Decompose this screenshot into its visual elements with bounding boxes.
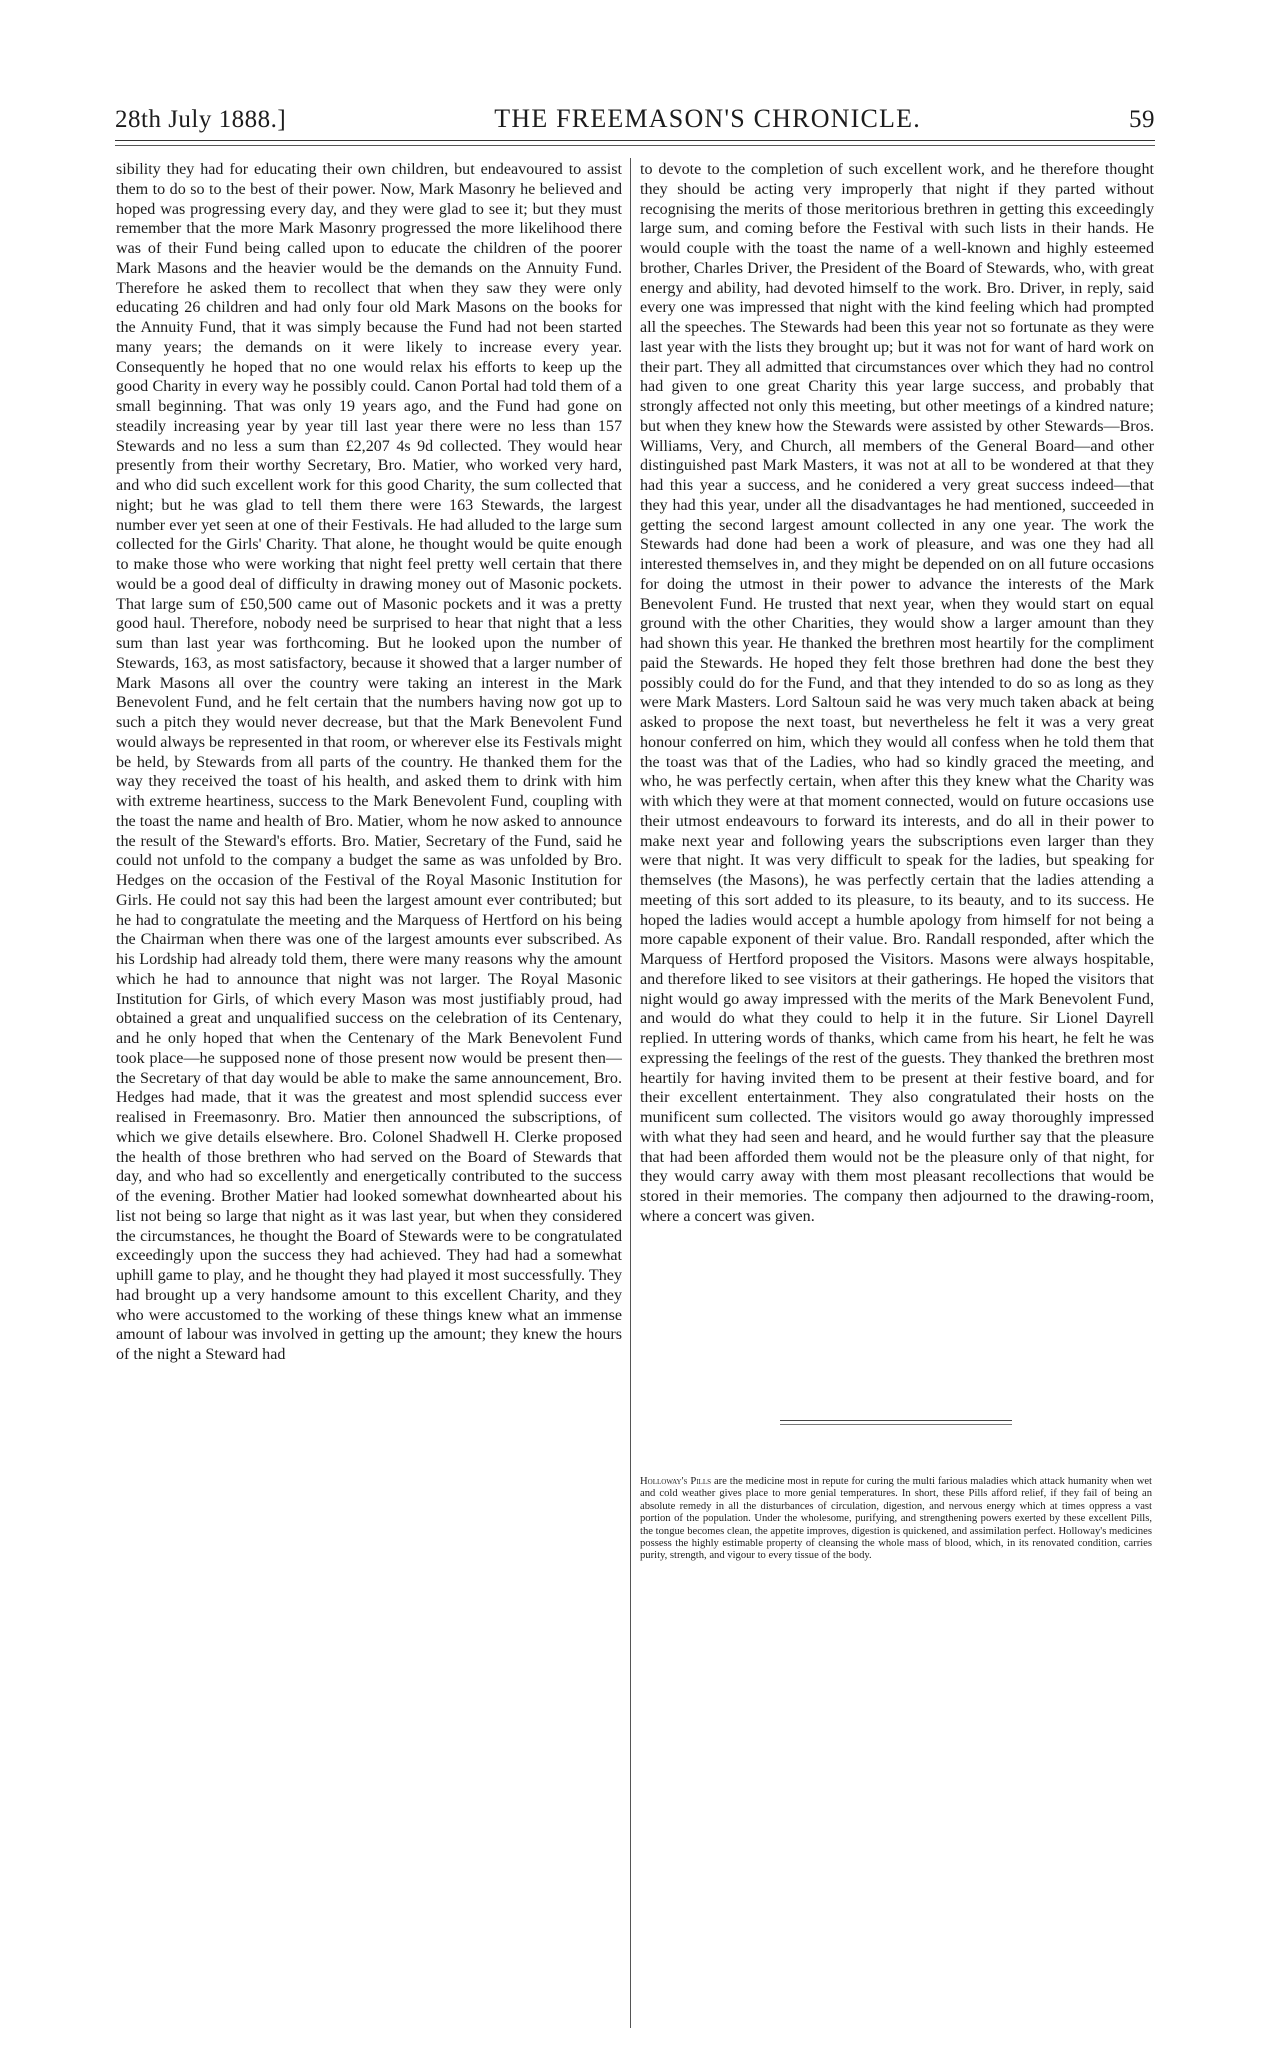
right-column (640, 160, 1154, 2040)
left-column (116, 160, 622, 2040)
page-number: 59 (1129, 106, 1155, 133)
advertisement-text: are the medicine most in repute for curing the multi farious maladies which attack humanity when wet and cold weather gives place to more genial temperatures. In short, these Pills afford relief, if they fail of being an absolute remedy in all the disturbances of circulation, digestion, and nervous energy which at times oppress a vast portion of the population. Under the wholesome, purifying, and strengthening powers exerted by these excellent Pills, the tongue becomes clean, the appetite improves, digestion is quickened, and assimilation perfect. Holloway's medicines possess the highly estimable property of cleansing the whole mass of blood, which, in its renovated condition, carries purity, strength, and vigour to every tissue of the body. (640, 1476, 1152, 1562)
publication-title: THE FREEMASON'S CHRONICLE. (494, 104, 921, 133)
running-header (115, 100, 1155, 134)
issue-date: 28th July 1888.] (115, 106, 287, 133)
holloway-advertisement (640, 1476, 1152, 1616)
right-column-text: to devote to the completion of such excellent work, and he therefore thought they should be acting very improperly that night if they parted without recognising the merits of those meritorious brethren in getting this exceedingly large sum, and coming before the Festival with such lists in their hands. He would couple with the toast the name of a well-known and highly esteemed brother, Charles Driver, the President of the Board of Stewards, who, with great energy and ability, had devoted himself to the work. Bro. Driver, in reply, said every one was impressed that night with the kind feeling which had prompted all the speeches. The Stewards had been this year not so fortunate as they were last year with the lists they brought up; but it was not for want of hard work on their part. They all admitted that circumstances over which they had no control had given to one great Charity this year large success, and probably that strongly affected not only this meeting, but other meetings of a kindred nature; but when they knew how the Stewards were assisted by other Stewards—Bros. Williams, Very, and Church, all members of the General Board—and other distinguished past Mark Masters, it was not at all to be wondered at that they had this year a success, and he conidered a very great success indeed—that they had this year, under all the disadvantages he had mentioned, succeeded in getting the second largest amount collected in any one year. The work the Stewards had done had been a work of pleasure, and was one they had all interested themselves in, and they might be depended on on all future occasions for doing the utmost in their power to advance the interests of the Mark Benevolent Fund. He trusted that next year, when they would start on equal ground with the other Charities, they would show a larger amount than they had shown this year. He thanked the brethren most heartily for the compliment paid the Stewards. He hoped they felt those brethren had done the best they possibly could do for the Fund, and that they intended to do so as long as they were Mark Masters. Lord Saltoun said he was very much taken aback at being asked to propose the next toast, but nevertheless he felt it was a very great honour conferred on him, which they would all confess when he told them that the toast was that of the Ladies, who had so kindly graced the meeting, and who, he was perfectly certain, when after this they knew what the Charity was with which they were at that moment connected, would on future occasions use their utmost endeavours to forward its interests, and do all in their power to make next year and following years the subscriptions even larger than they were that night. It was very difficult to speak for the ladies, but speaking for themselves (the Masons), he was perfectly certain that the ladies attending a meeting of this sort added to its pleasure, to its beauty, and to its success. He hoped the ladies would accept a humble apology from himself for not being a more capable exponent of their value. Bro. Randall responded, after which the Marquess of Hertford proposed the Visitors. Masons were always hospitable, and therefore liked to see visitors at their gatherings. He hoped the visitors that night would go away impressed with the merits of the Mark Benevolent Fund, and would do what they could to help it in the future. Sir Lionel Dayrell replied. In uttering words of thanks, which came from his heart, he felt he was expressing the feelings of the rest of the guests. They thanked the brethren most heartily for having invited them to be present at their festive board, and for their excellent entertainment. They also congratulated their hosts on the munificent sum collected. The visitors would go away thoroughly impressed with what they had seen and heard, and he would further say that the pleasure that had been afforded them would not be the pleasure only of that night, for they would carry away with them most pleasant recollections that would be stored in their memories. The company then adjourned to the drawing-room, where a concert was given. (640, 161, 1154, 1225)
left-column-text: sibility they had for educating their own children, but endeavoured to assist them to do so to the best of their power. Now, Mark Masonry he believed and hoped was progressing every day, and they were glad to see it; but they must remember that the more Mark Masonry progressed the more likelihood there was of their Fund being called upon to educate the children of the poorer Mark Masons and the heavier would be the demands on the Annuity Fund. Therefore he asked them to recollect that when they saw they were only educating 26 children and had only four old Mark Masons on the books for the Annuity Fund, that it was simply because the Fund had not been started many years; the demands on it were likely to increase every year. Consequently he hoped that no one would relax his efforts to keep up the good Charity in every way he possibly could. Canon Portal had told them of a small beginning. That was only 19 years ago, and the Fund had gone on steadily increasing year by year till last year there were no less than 157 Stewards and no less a sum than £2,207 4s 9d collected. They would hear presently from their worthy Secretary, Bro. Matier, who worked very hard, and who did such excellent work for this good Charity, the sum collected that night; but he was glad to tell them there were 163 Stewards, the largest number ever yet seen at one of their Festivals. He had alluded to the large sum collected for the Girls' Charity. That alone, he thought would be quite enough to make those who were working that night feel pretty well certain that there would be a good deal of difficulty in drawing money out of Masonic pockets. That large sum of £50,500 came out of Masonic pockets and it was a pretty good haul. Therefore, nobody need be surprised to hear that night that a less sum than last year was forthcoming. But he looked upon the number of Stewards, 163, as most satisfactory, because it showed that a larger number of Mark Masons all over the country were taking an interest in the Mark Benevolent Fund, and he felt certain that the numbers having now got up to such a pitch they would never decrease, but that the Mark Benevolent Fund would always be represented in that room, or wherever else its Festivals might be held, by Stewards from all parts of the country. He thanked them for the way they received the toast of his health, and asked them to drink with him with extreme heartiness, success to the Mark Benevolent Fund, coupling with the toast the name and health of Bro. Matier, whom he now asked to announce the result of the Steward's efforts. Bro. Matier, Secretary of the Fund, said he could not unfold to the company a budget the same as was unfolded by Bro. Hedges on the occasion of the Festival of the Royal Masonic Institution for Girls. He could not say this had been the largest amount ever contributed; but he had to congratulate the meeting and the Marquess of Hertford on his being the Chairman when there was one of the largest amounts ever subscribed. As his Lordship had already told them, there were many reasons why the amount which he had to announce that night was not larger. The Royal Masonic Institution for Girls, of which every Mason was most justifiably proud, had obtained a great and unqualified success on the celebration of its Centenary, and he only hoped that when the Centenary of the Mark Benevolent Fund took place—he supposed none of those present now would be present then—the Secretary of that day would be able to make the same announcement, Bro. Hedges had made, that it was the greatest and most splendid success ever realised in Freemasonry. Bro. Matier then announced the subscriptions, of which we give details elsewhere. Bro. Colonel Shadwell H. Clerke proposed the health of those brethren who had served on the Board of Stewards that day, and who had so excellently and energetically contributed to the success of the evening. Brother Matier had looked somewhat downhearted about his list not being so large that night as it was last year, but when they considered the circumstances, he thought the Board of Stewards were to be congratulated exceedingly upon the success they had achieved. They had had a somewhat uphill game to play, and he thought they had played it most successfully. They had brought up a very handsome amount to this excellent Charity, and they who were accustomed to the working of these things knew what an immense amount of labour was involved in getting up the amount; they knew the hours of the night a Steward had (116, 161, 622, 1363)
section-separator-rule-secondary (780, 1424, 1012, 1425)
header-rule (115, 140, 1155, 141)
header-rule-secondary (115, 145, 1155, 146)
advertisement-lead: Holloway's Pills (640, 1476, 712, 1487)
column-divider (630, 158, 631, 2028)
section-separator-rule (780, 1420, 1012, 1421)
